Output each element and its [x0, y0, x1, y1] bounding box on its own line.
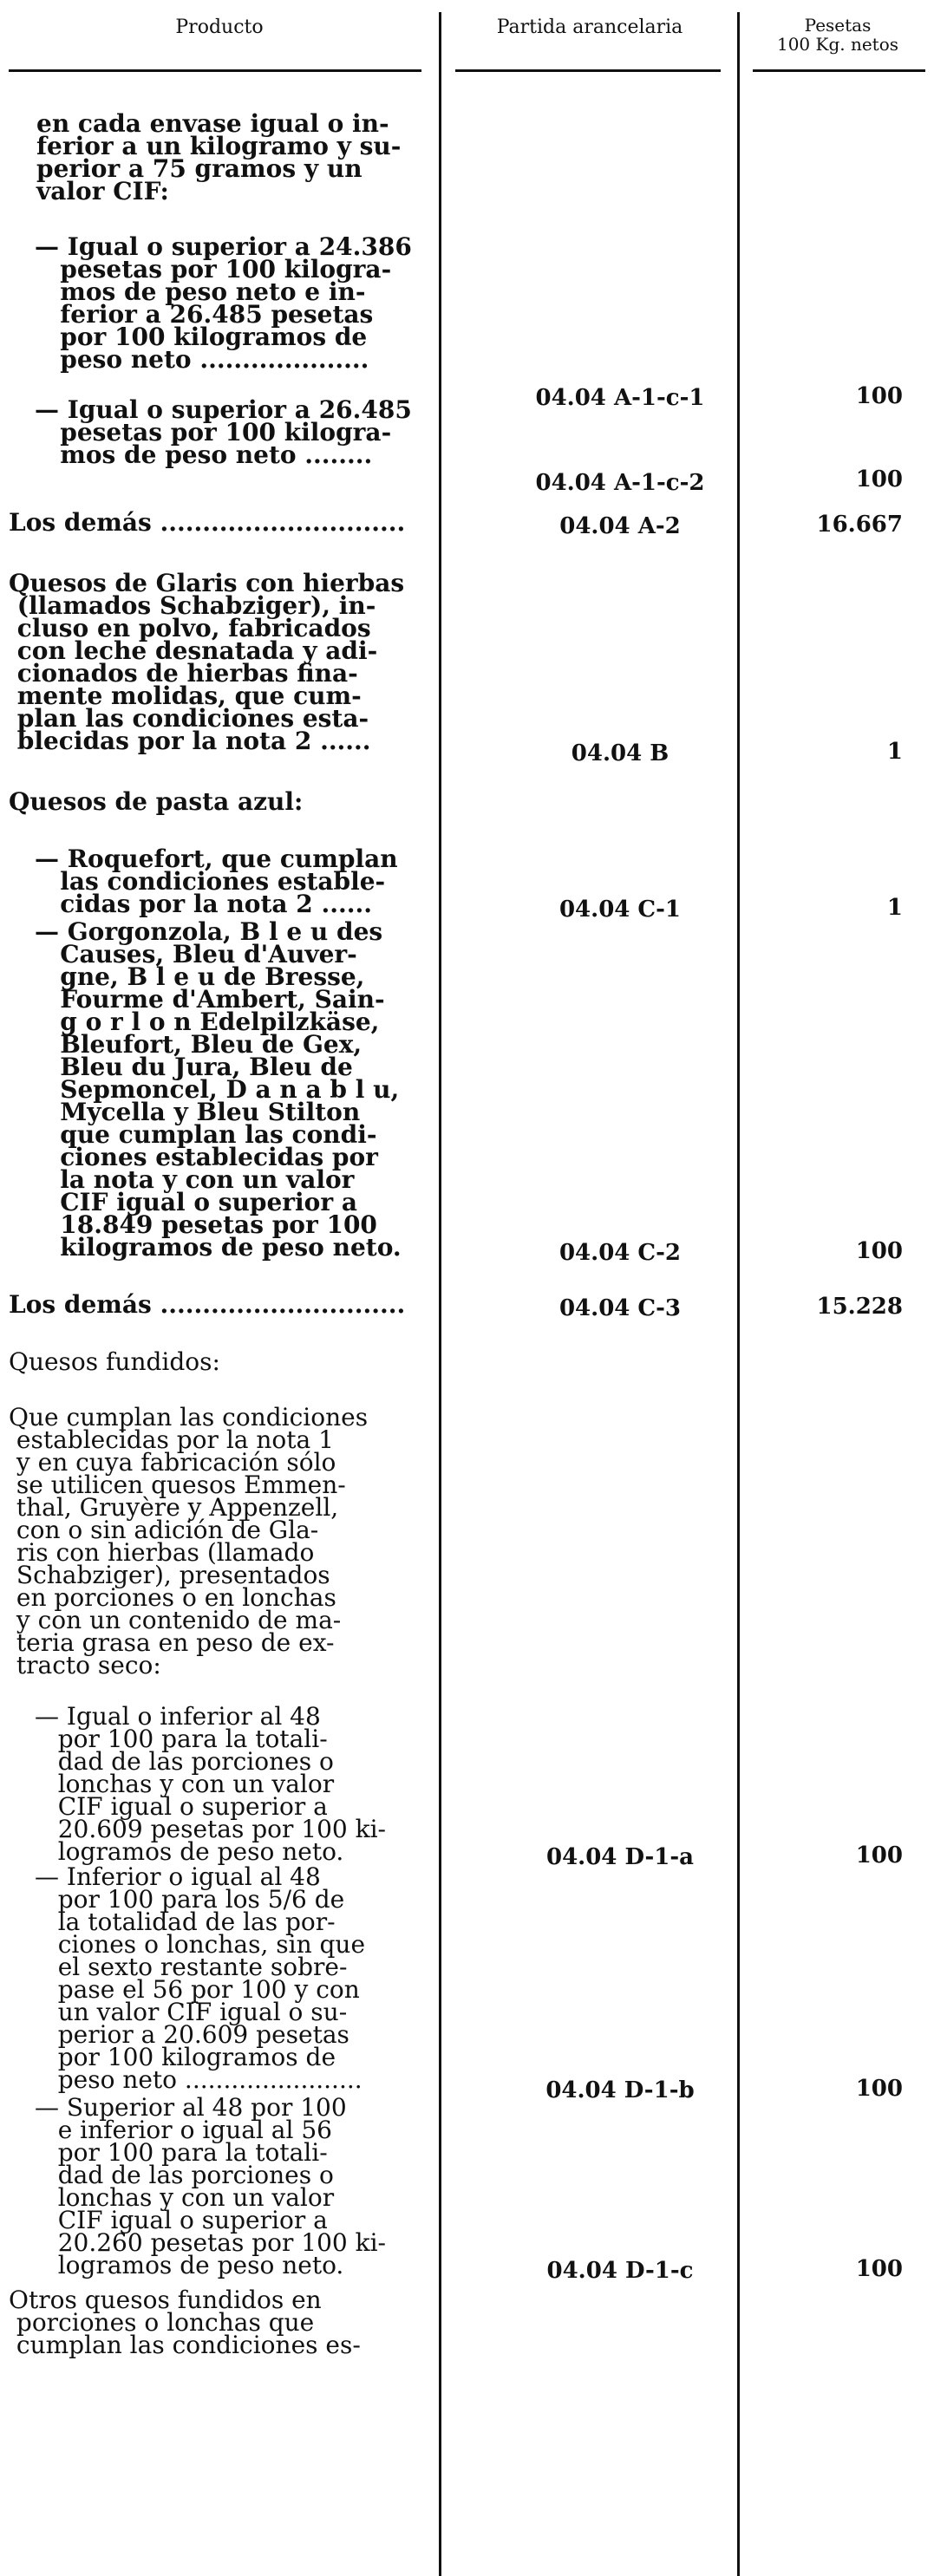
- product-text: Quesos fundidos:: [9, 1347, 220, 1376]
- product-text: — Superior al 48 por 100 e inferior o igual al 56 por 100 para la totali- dad de las porciones o lonchas y con un valor CIF igual o superior a 20.260 pesetas por 100 ki- logramos de peso neto.: [35, 2093, 387, 2279]
- tariff-code: 04.04 A-1-c-2: [535, 470, 705, 496]
- product-text: Que cumplan las condiciones establecidas por la nota 1 y en cuya fabricación sólo se utilicen quesos Emmen- thal, Gruyère y Appenzell, con o sin adición de Gla- ris con hierbas (llamado Schabziger), presentados en porciones o en lonchas y con un contenido de ma- teria grasa en peso de ex- tracto seco:: [9, 1403, 369, 1679]
- pesetas-value: 100: [855, 383, 903, 409]
- tariff-code: 04.04 D-1-b: [545, 2077, 695, 2103]
- product-text: Quesos de Glaris con hierbas (llamados Schabziger), in- cluso en polvo, fabricados con leche desnatada y adi- cionados de hierbas fina- mente molidas, que cum- plan las condiciones esta- blecidas por la nota 2 ......: [9, 569, 405, 755]
- product-text: Quesos de pasta azul:: [9, 787, 304, 816]
- pesetas-value: 15.228: [816, 1294, 903, 1320]
- tariff-code: 04.04 C-1: [558, 897, 682, 923]
- column-divider-1: [439, 12, 441, 2576]
- tariff-code: 04.04 A-2: [559, 513, 681, 539]
- pesetas-value: 100: [855, 1842, 903, 1868]
- tariff-code: 04.04 C-2: [558, 1240, 682, 1266]
- tariff-code: 04.04 D-1-a: [545, 1844, 694, 1870]
- product-text: — Igual o superior a 24.386 pesetas por 100 kilogra- mos de peso neto e in- ferior a 26.485 pesetas por 100 kilogramos de peso neto ....................: [35, 232, 412, 374]
- product-text: — Igual o inferior al 48 por 100 para la totali- dad de las porciones o lonchas y con un valor CIF igual o superior a 20.609 pesetas por 100 ki- logramos de peso neto.: [35, 1702, 387, 1866]
- product-text: en cada envase igual o in- ferior a un kilogramo y su- perior a 75 gramos y un valor CIF:: [36, 109, 402, 205]
- product-text: Los demás .............................: [9, 508, 406, 537]
- header-partida: Partida arancelaria: [496, 16, 683, 38]
- header-pesetas-line2: 100 Kg. netos: [776, 34, 899, 55]
- product-text: — Gorgonzola, B l e u des Causes, Bleu d'Auver- gne, B l e u de Bresse, Fourme d'Ambert, Sain- g o r l o n Edelpilzkäse, Bleufort, Bleu de Gex, Bleu du Jura, Bleu de Sepmoncel, D a n a b l u, Mycella y Bleu Stilton que cumplan las condi- ciones establecidas por la nota y con un valor CIF igual o superior a 18.849 pesetas por 100 kilogramos de peso neto.: [35, 917, 402, 1262]
- column-divider-2: [737, 12, 740, 2576]
- product-text: — Igual o superior a 26.485 pesetas por 100 kilogra- mos de peso neto ........: [35, 395, 412, 469]
- pesetas-value: 100: [855, 466, 903, 492]
- pesetas-value: 16.667: [816, 512, 903, 538]
- pesetas-value: 1: [886, 739, 903, 765]
- product-text: Otros quesos fundidos en porciones o lonchas que cumplan las condiciones es-: [9, 2286, 361, 2359]
- pesetas-value: 100: [855, 1238, 903, 1264]
- header-rule-1: [9, 69, 421, 72]
- tariff-code: 04.04 B: [571, 740, 669, 766]
- pesetas-value: 100: [855, 2076, 903, 2102]
- header-rule-3: [753, 69, 925, 72]
- tariff-code: 04.04 C-3: [558, 1295, 682, 1321]
- product-text: — Roquefort, que cumplan las condiciones estable- cidas por la nota 2 ......: [35, 845, 398, 918]
- header-pesetas: [741, 16, 934, 54]
- tariff-code: 04.04 A-1-c-1: [535, 385, 705, 411]
- pesetas-value: 1: [886, 895, 903, 921]
- product-text: — Inferior o igual al 48 por 100 para los 5/6 de la totalidad de las por- ciones o lonchas, sin que el sexto restante sobre- pase el 56 por 100 y con un valor CIF igual o su- perior a 20.609 pesetas por 100 kilogramos de peso neto .......................: [35, 1862, 366, 2094]
- pesetas-value: 100: [855, 2256, 903, 2282]
- header-pesetas-line1: Pesetas: [804, 15, 872, 36]
- header-producto: Producto: [175, 16, 264, 38]
- header-rule-2: [455, 69, 721, 72]
- product-text: Los demás .............................: [9, 1290, 406, 1319]
- tariff-code: 04.04 D-1-c: [546, 2258, 694, 2284]
